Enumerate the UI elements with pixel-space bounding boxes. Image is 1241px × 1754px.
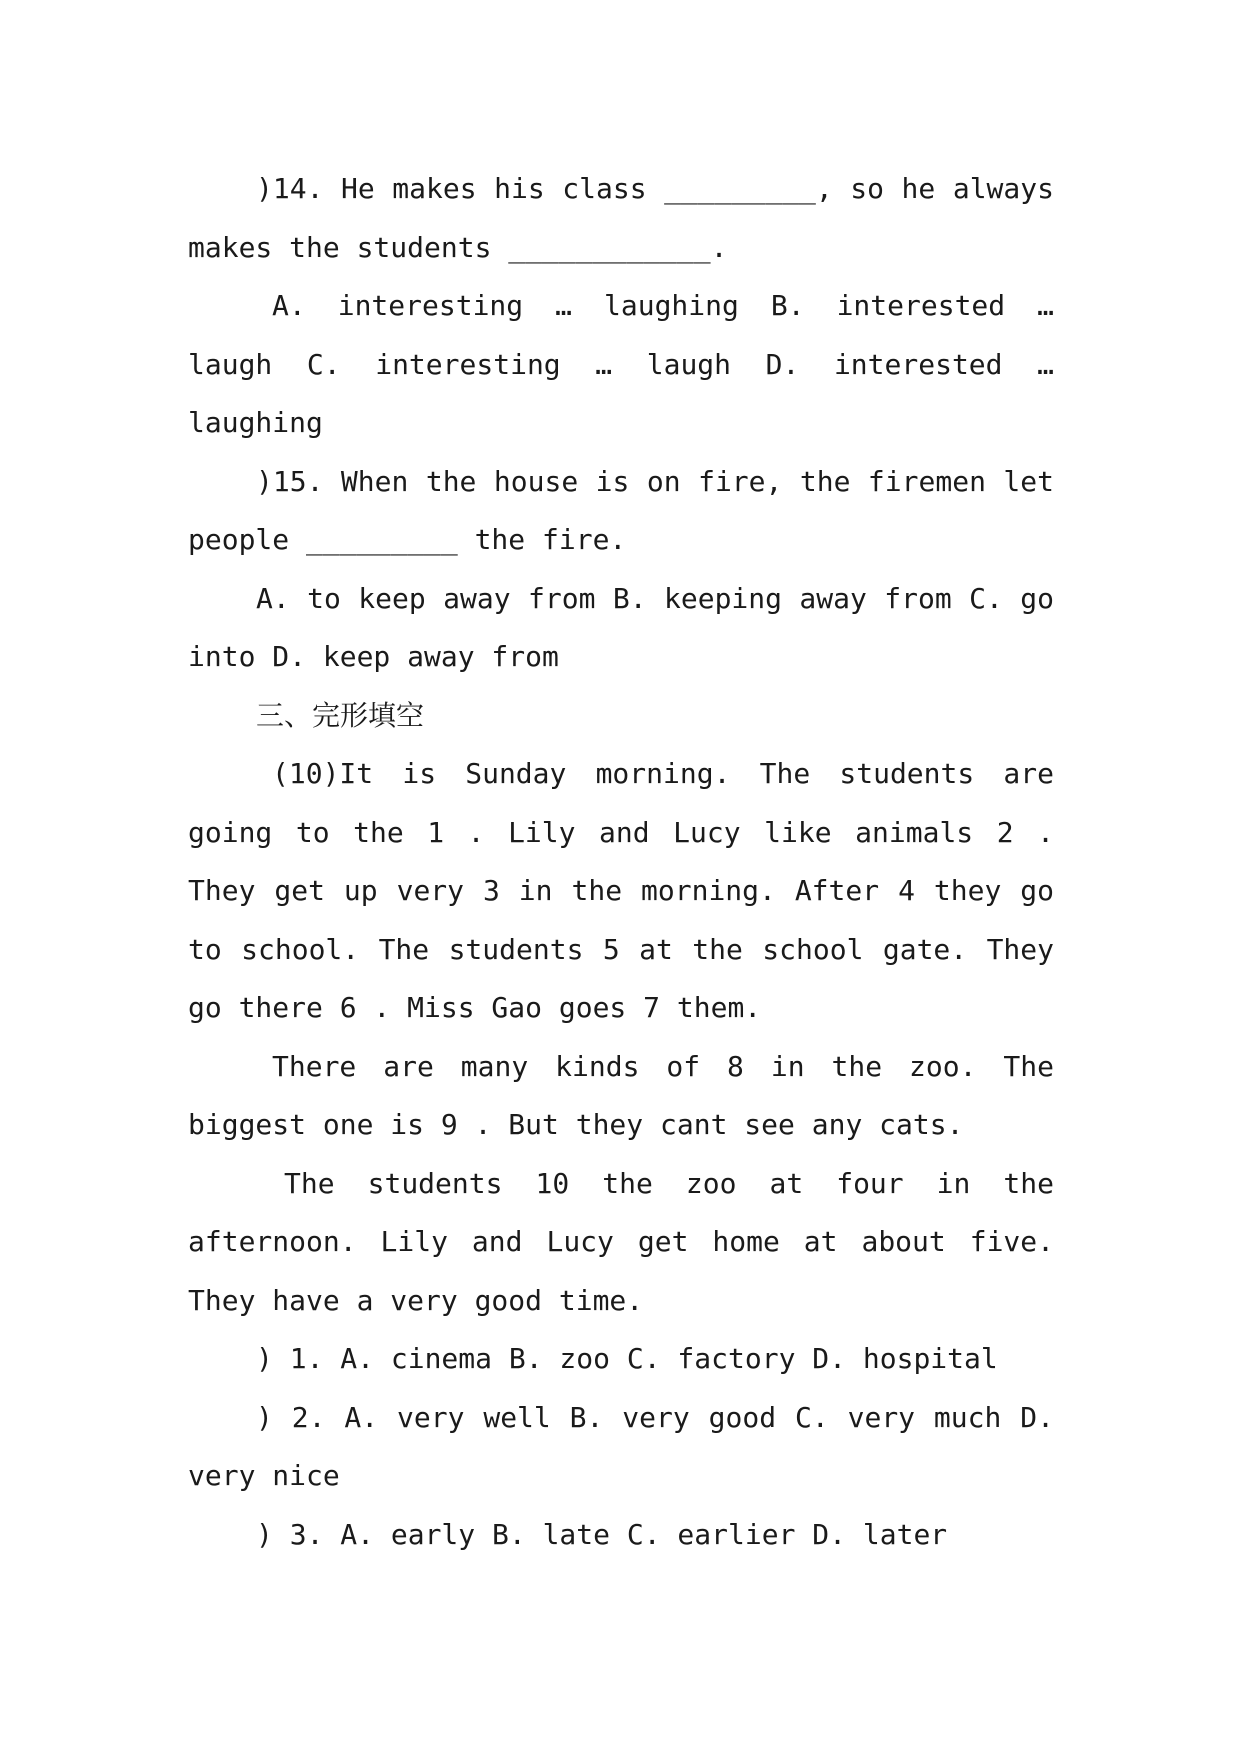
question-15-options: A. to keep away from B. keeping away from C. go into D. keep away from bbox=[188, 581, 1054, 673]
cloze-question-3: ) 3. A. early B. late C. earlier D. later bbox=[256, 1517, 948, 1551]
passage-paragraph-2: There are many kinds of 8 in the zoo. The biggest one is 9 . But they cant see any cats. bbox=[188, 1049, 1054, 1141]
question-14-options: A. interesting … laughing B. interested … laugh C. interesting … laugh D. interested … laughing bbox=[188, 289, 1054, 439]
question-14-stem: )14. He makes his class _________, so he always makes the students ____________. bbox=[188, 172, 1054, 264]
question-15-stem: )15. When the house is on fire, the firemen let people _________ the fire. bbox=[188, 464, 1054, 556]
cloze-question-1: ) 1. A. cinema B. zoo C. factory D. hospital bbox=[256, 1342, 998, 1375]
passage-paragraph-3: The students 10 the zoo at four in the afternoon. Lily and Lucy get home at about five. They have a very good time. bbox=[188, 1166, 1054, 1317]
cloze-question-2: ) 2. A. very well B. very good C. very much D. very nice bbox=[188, 1400, 1054, 1492]
section-heading: 三、完形填空 bbox=[256, 698, 425, 732]
passage-paragraph-1: (10)It is Sunday morning. The students are going to the 1 . Lily and Lucy like animals 2 . They get up very 3 in the morning. After 4 they go to school. The students 5 at the school gate. They go there 6 . Miss Gao goes 7 them. bbox=[188, 757, 1054, 1024]
document-page bbox=[188, 160, 1054, 1564]
